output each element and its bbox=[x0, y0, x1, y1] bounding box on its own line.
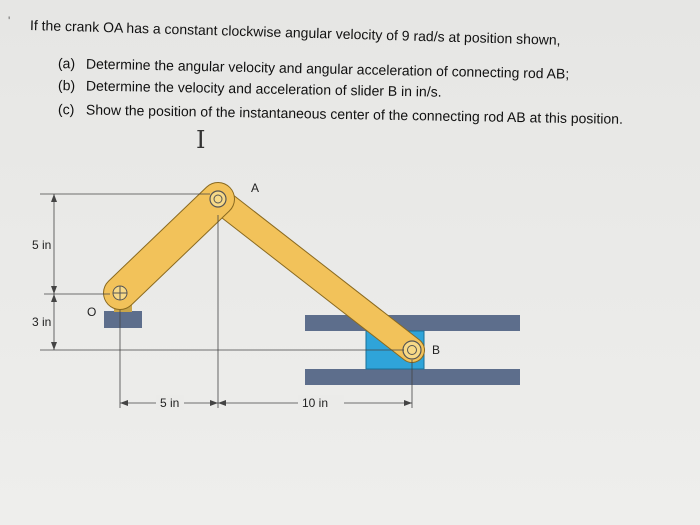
part-a-text: Determine the angular velocity and angular acceleration of connecting rod AB; bbox=[85, 55, 570, 82]
crank-oa bbox=[120, 199, 218, 293]
part-c-text: Show the position of the instantaneous center of the connecting rod AB at this position. bbox=[85, 101, 624, 127]
text-cursor-icon: I bbox=[196, 126, 206, 154]
pin-b-icon bbox=[403, 341, 421, 359]
part-a-label: (a) bbox=[57, 55, 76, 72]
point-b-label: B bbox=[432, 343, 441, 357]
dim-horizontal-left: 5 in bbox=[160, 396, 180, 410]
point-o-label: O bbox=[87, 305, 97, 319]
dim-horizontal-right: 10 in bbox=[302, 396, 329, 410]
dim-vertical-bottom: 3 in bbox=[32, 315, 52, 329]
lower-guide-rail bbox=[305, 369, 520, 385]
point-a-label: A bbox=[251, 181, 260, 195]
stray-tick-mark: ' bbox=[8, 14, 11, 28]
problem-intro: If the crank OA has a constant clockwise angular velocity of 9 rad/s at position shown, bbox=[29, 17, 561, 48]
part-b-text: Determine the velocity and acceleration of slider B in in/s. bbox=[85, 77, 442, 100]
ground-support bbox=[104, 311, 142, 328]
part-b-label: (b) bbox=[57, 77, 76, 94]
part-c-label: (c) bbox=[57, 101, 75, 118]
pin-o-icon bbox=[113, 286, 127, 300]
upper-guide-rail bbox=[305, 315, 520, 331]
pin-a-icon bbox=[210, 191, 226, 207]
dim-vertical-top: 5 in bbox=[32, 238, 52, 252]
